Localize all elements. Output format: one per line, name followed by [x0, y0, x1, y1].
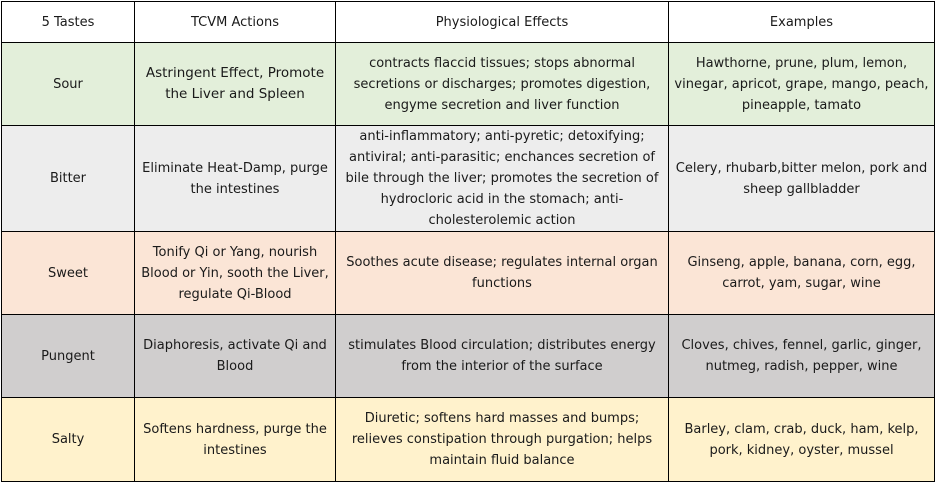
examples-cell: Hawthorne, prune, plum, lemon, vinegar, apricot, grape, mango, peach, pineapple, tamato — [669, 43, 935, 126]
header-row — [2, 2, 935, 43]
examples-cell: Ginseng, apple, banana, corn, egg, carrot, yam, sugar, wine — [669, 232, 935, 315]
examples-cell: Barley, clam, crab, duck, ham, kelp, pork, kidney, oyster, mussel — [669, 398, 935, 482]
effects-cell: anti-inflammatory; anti-pyretic; detoxifying; antiviral; anti-parasitic; enchances secretion of bile through the liver; promotes the secretion of hydrocloric acid in the stomach; anti-cholesterolemic action — [336, 126, 669, 232]
taste-cell: Pungent — [2, 315, 135, 398]
taste-cell: Bitter — [2, 126, 135, 232]
table-row-sour — [2, 43, 935, 126]
effects-cell: stimulates Blood circulation; distributes energy from the interior of the surface — [336, 315, 669, 398]
examples-cell: Celery, rhubarb,bitter melon, pork and sheep gallbladder — [669, 126, 935, 232]
tastes-table — [1, 1, 935, 482]
examples-cell: Cloves, chives, fennel, garlic, ginger, nutmeg, radish, pepper, wine — [669, 315, 935, 398]
taste-cell: Salty — [2, 398, 135, 482]
table-row-sweet — [2, 232, 935, 315]
effects-cell: contracts flaccid tissues; stops abnormal secretions or discharges; promotes digestion, engyme secretion and liver function — [336, 43, 669, 126]
actions-cell: Diaphoresis, activate Qi and Blood — [135, 315, 336, 398]
actions-cell: Astringent Effect, Promote the Liver and Spleen — [135, 43, 336, 126]
table-row-pungent — [2, 315, 935, 398]
taste-cell: Sour — [2, 43, 135, 126]
effects-cell: Diuretic; softens hard masses and bumps; relieves constipation through purgation; helps maintain fluid balance — [336, 398, 669, 482]
header-tcvm-actions: TCVM Actions — [135, 2, 336, 43]
actions-cell: Tonify Qi or Yang, nourish Blood or Yin, sooth the Liver, regulate Qi-Blood — [135, 232, 336, 315]
actions-cell: Softens hardness, purge the intestines — [135, 398, 336, 482]
header-physiological-effects: Physiological Effects — [336, 2, 669, 43]
effects-cell: Soothes acute disease; regulates internal organ functions — [336, 232, 669, 315]
taste-cell: Sweet — [2, 232, 135, 315]
actions-cell: Eliminate Heat-Damp, purge the intestines — [135, 126, 336, 232]
header-tastes: 5 Tastes — [2, 2, 135, 43]
header-examples: Examples — [669, 2, 935, 43]
table-row-bitter — [2, 126, 935, 232]
table-row-salty — [2, 398, 935, 482]
